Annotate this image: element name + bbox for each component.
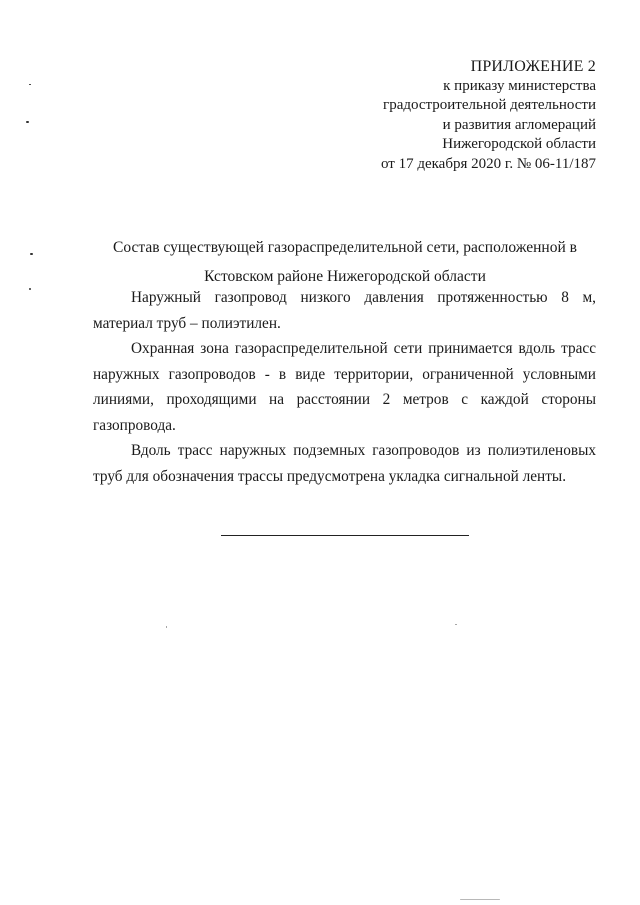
appendix-line: градостроительной деятельности bbox=[383, 97, 596, 113]
appendix-header bbox=[381, 57, 596, 174]
scan-speck bbox=[26, 121, 29, 123]
paragraph: Охранная зона газораспределительной сети принимается вдоль трасс наружных газопроводов - в виде территории, ограниченной условными линиями, проходящими на расстоянии 2 метров с каждой стороны газопровода. bbox=[93, 340, 596, 434]
appendix-line: Нижегородской области bbox=[442, 136, 596, 152]
heading-line: Состав существующей газораспределительной сети, расположенной в bbox=[113, 239, 577, 256]
scan-speck bbox=[29, 84, 31, 85]
scan-speck bbox=[29, 288, 31, 290]
appendix-line: к приказу министерства bbox=[443, 77, 596, 94]
document-heading bbox=[60, 233, 630, 291]
document-body bbox=[93, 285, 596, 489]
scan-speck bbox=[455, 624, 457, 625]
closing-divider bbox=[221, 535, 469, 536]
scan-speck bbox=[166, 626, 167, 628]
paragraph: Вдоль трасс наружных подземных газопроводов из полиэтиленовых труб для обозначения трассы предусмотрена укладка сигнальной ленты. bbox=[93, 442, 596, 485]
appendix-order-reference: от 17 декабря 2020 г. № 06-11/187 bbox=[380, 155, 596, 172]
heading-line: Кстовском районе Нижегородской области bbox=[204, 268, 486, 285]
scan-speck bbox=[460, 899, 500, 900]
appendix-line: и развития агломераций bbox=[442, 116, 596, 133]
appendix-title: ПРИЛОЖЕНИЕ 2 bbox=[470, 58, 596, 75]
paragraph: Наружный газопровод низкого давления протяженностью 8 м, материал труб – полиэтилен. bbox=[93, 289, 596, 332]
scan-speck bbox=[30, 253, 33, 255]
